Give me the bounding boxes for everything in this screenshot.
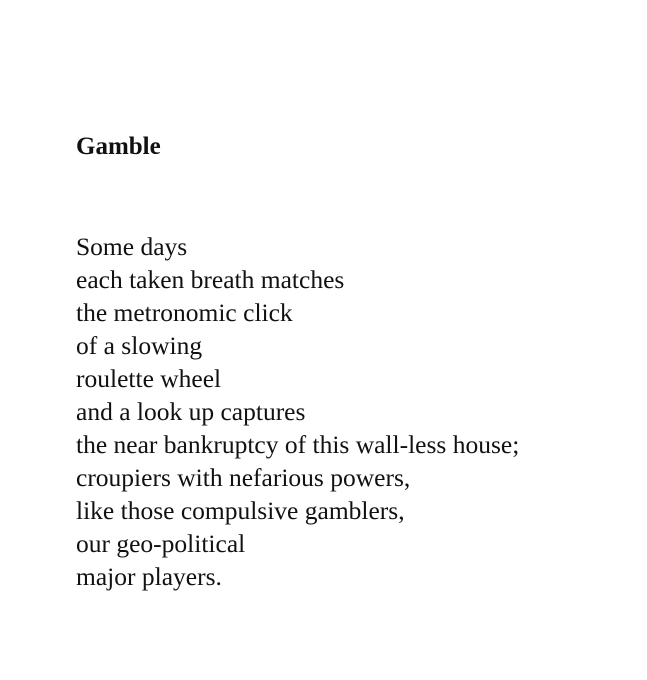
poem-line: Some days <box>76 232 188 261</box>
poem-line: like those compulsive gamblers, <box>76 496 405 525</box>
poem-line: the near bankruptcy of this wall-less house; <box>76 430 520 459</box>
poem-line: our geo-political <box>76 529 246 558</box>
poem-line: of a slowing <box>76 331 203 360</box>
poem-line: major players. <box>76 562 222 591</box>
poem-body <box>76 230 519 593</box>
poem-line: and a look up captures <box>76 397 306 426</box>
poem-line: roulette wheel <box>76 364 222 393</box>
poem-line: each taken breath matches <box>76 265 345 294</box>
poem-line: the metronomic click <box>76 298 293 327</box>
poem-line: croupiers with nefarious powers, <box>76 463 411 492</box>
poem-title: Gamble <box>76 133 161 160</box>
